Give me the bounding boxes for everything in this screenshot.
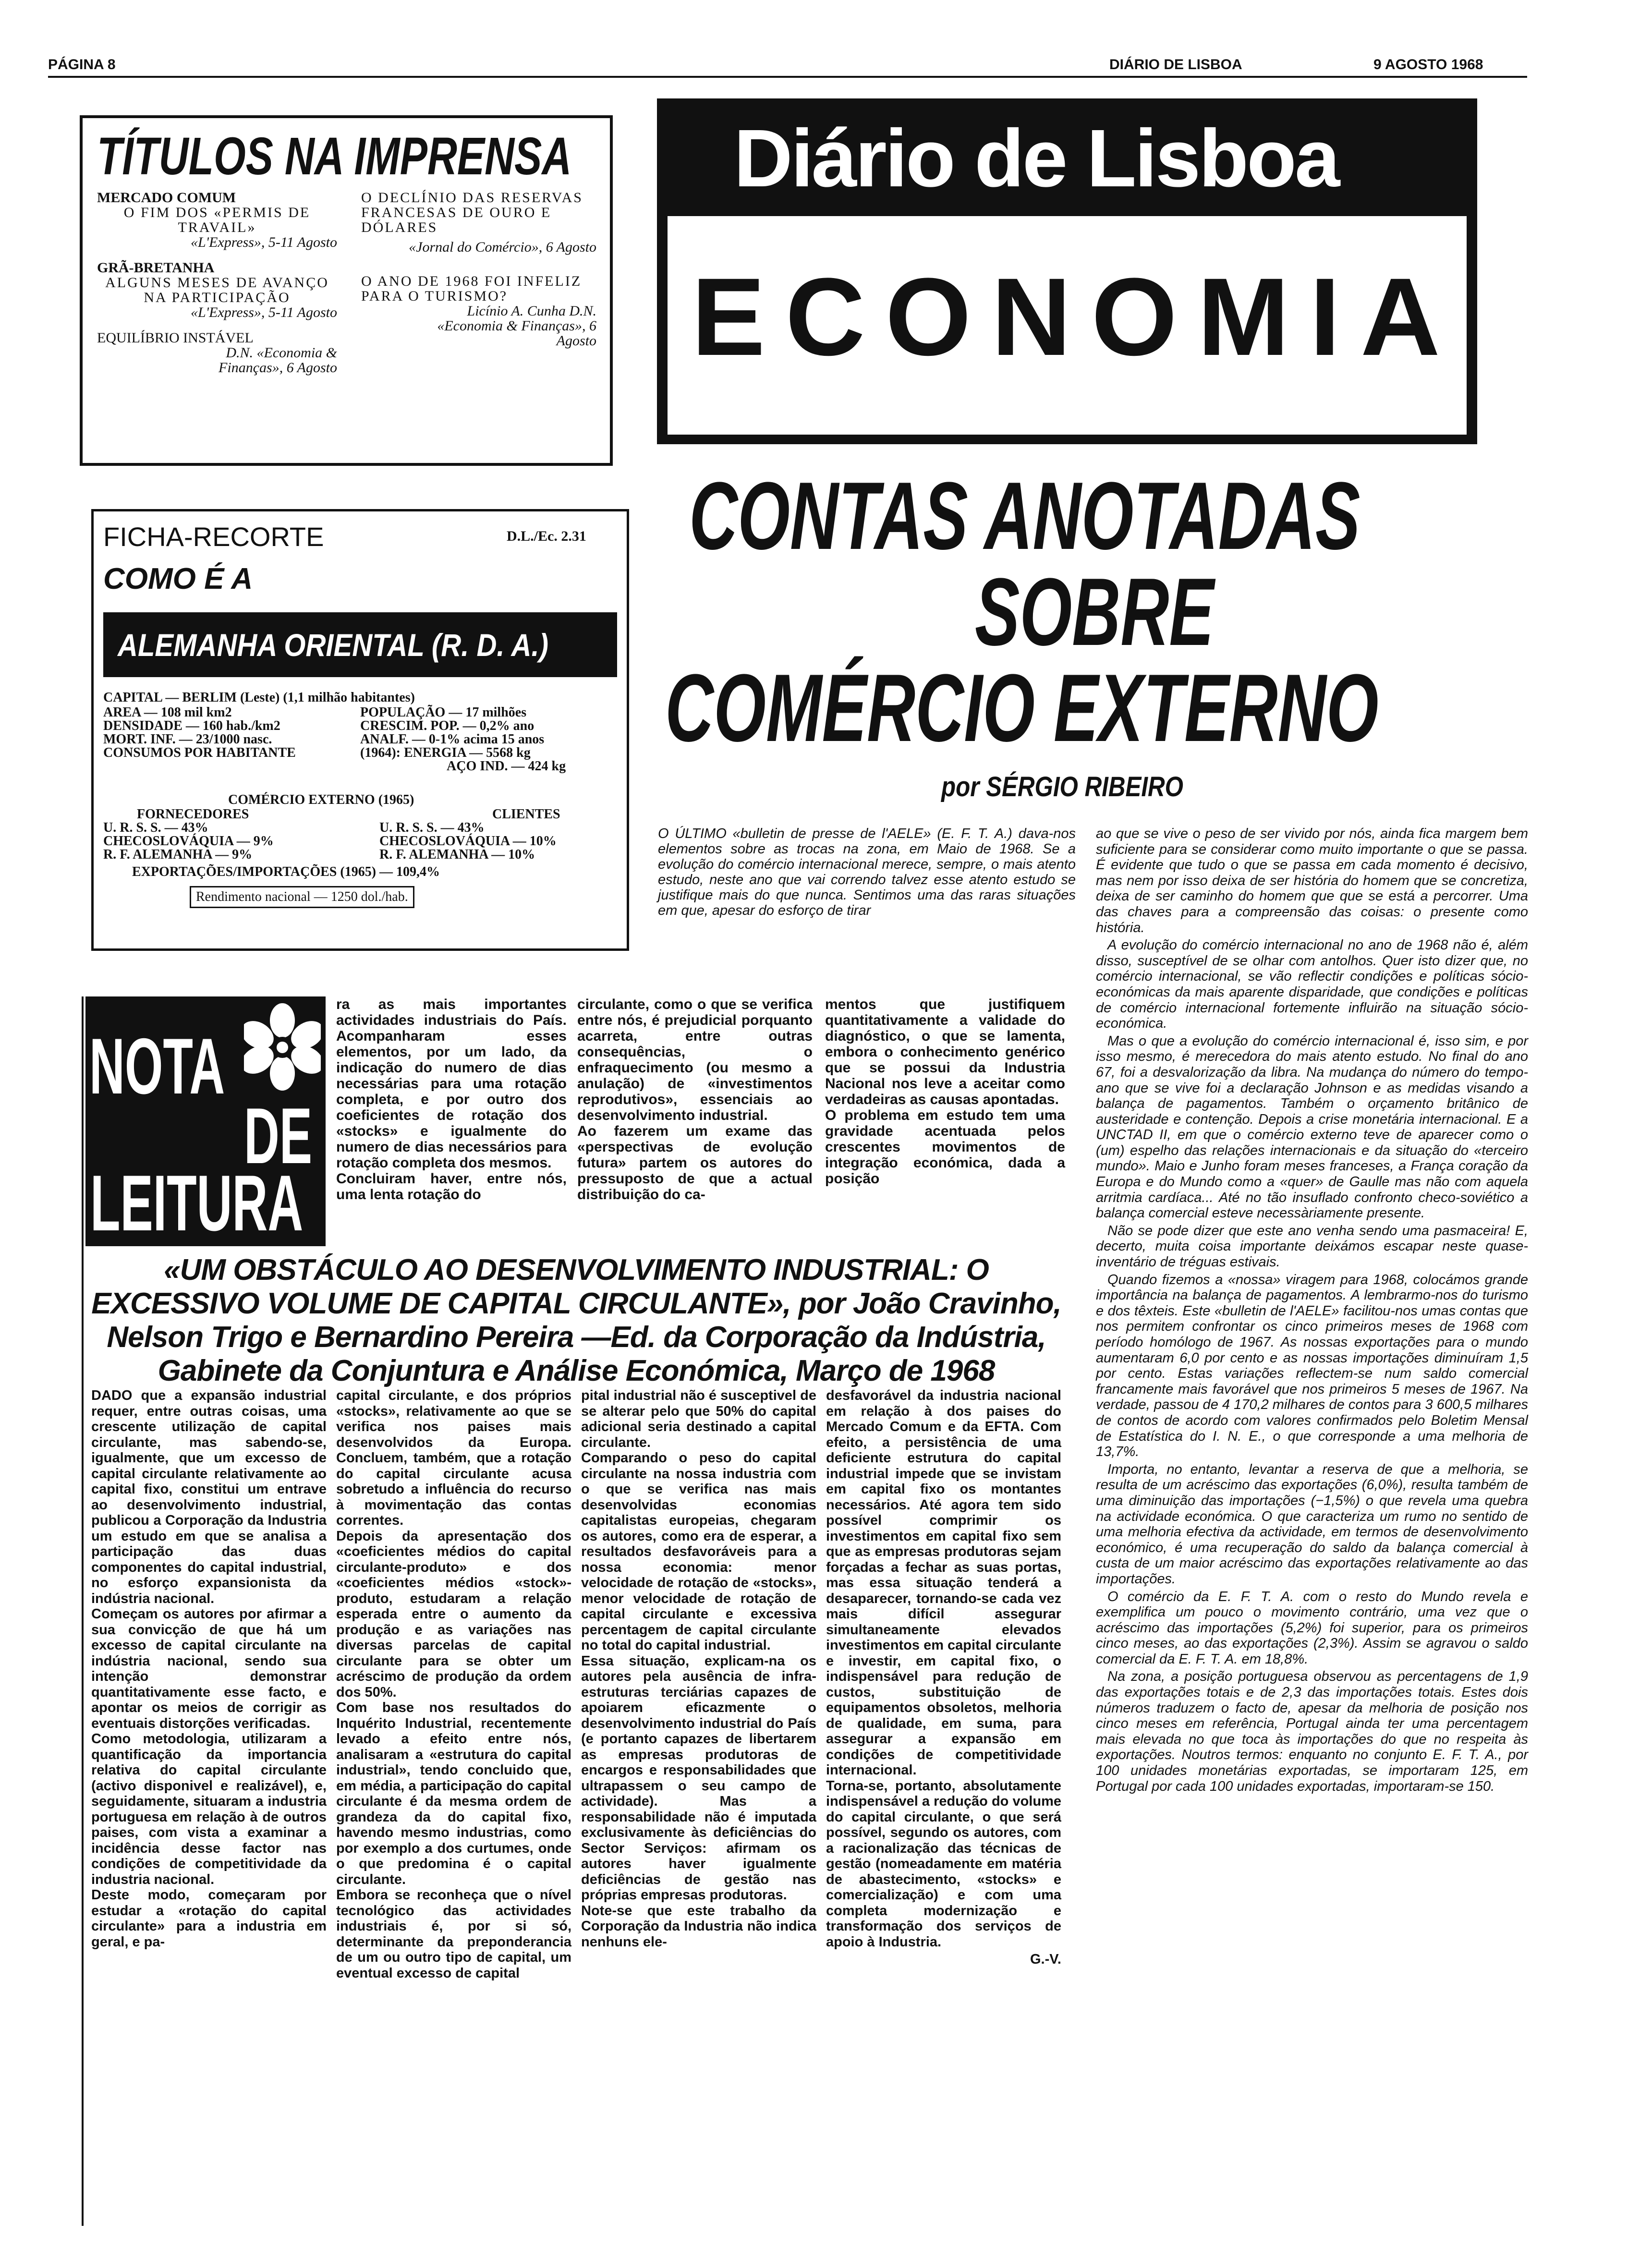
titulos-item-1: MERCADO COMUM O FIM DOS «PERMIS DE TRAVAIL» «L'Express», 5-11 Agosto <box>97 190 337 250</box>
titulos-right <box>361 190 596 348</box>
masthead <box>657 98 1477 444</box>
titulos-item-3: EQUILÍBRIO INSTÁVEL D.N. «Economia & Finanças», 6 Agosto <box>97 330 337 376</box>
page-number: PÁGINA 8 <box>48 57 116 73</box>
ficha-comercio: COMÉRCIO EXTERNO (1965) <box>228 792 414 807</box>
contas-headline-2: SOBRE <box>975 559 1214 666</box>
nota-text-leitura: LEITURA <box>90 1159 304 1246</box>
masthead-title: Diário de Lisboa <box>734 113 1338 204</box>
nota-top-col-2: circulante, como o que se verifica entre nós, é prejudicial porquanto acarreta, entre outras consequências, o enfraquecimento (ou mesmo a anulação) de «investimentos reprodutivos», essenciais ao desenvolvimento industrial. Ao fazerem um exame das «perspectivas de evolução futura» partem os autores do pressuposto de que a actual distribuição do ca- <box>577 996 813 1202</box>
nota-text-de: DE <box>244 1092 313 1180</box>
nota-text-nota: NOTA <box>89 1022 225 1110</box>
titulos-item-2: GRÃ-BRETANHA ALGUNS MESES DE AVANÇO NA PARTICIPAÇÃO «L'Express», 5-11 Agosto <box>97 260 337 320</box>
economia-panel <box>668 216 1467 435</box>
ficha-clientes: CLIENTES <box>492 807 560 822</box>
ficha-box <box>91 509 629 951</box>
nota-signature: G.-V. <box>1030 1952 1061 1967</box>
ficha-trade: U. R. S. S. — 43% U. R. S. S. — 43% CHECOSLOVÁQUIA — 9% CHECOSLOVÁQUIA — 10% R. F. ALEMANHA — 9% R. F. ALEMANHA — 10% <box>103 820 557 862</box>
paper-name: DIÁRIO DE LISBOA <box>1109 57 1242 73</box>
ficha-rendimento: Rendimento nacional — 1250 dol./hab. <box>190 886 414 908</box>
contas-headline-1: CONTAS ANOTADAS <box>689 462 1360 570</box>
contas-col-1: O ÚLTIMO «bulletin de presse de l'AELE» (E. F. T. A.) dava-nos elementos sobre as trocas na zona, em Maio de 1968. Se a evolução do comércio internacional merece, sempre, o mais atento estudo, neste ano que vai correndo talvez esse atento estudo se justifique mais do que nunca. Sentimos uma das raras situações em que, apesar do esforço de tirar <box>658 826 1076 918</box>
titulos-heading: TÍTULOS NA IMPRENSA <box>97 127 572 186</box>
nota-book-title: «UM OBSTÁCULO AO DESENVOLVIMENTO INDUSTRIAL: O EXCESSIVO VOLUME DE CAPITAL CIRCULANTE», por João Cravinho, Nelson Trigo e Bernardino Pereira —Ed. da Corporação da Indústria, Gabinete da Conjuntura e Análise Económica, Março de 1968 <box>91 1253 1061 1387</box>
ficha-como: COMO É A <box>103 562 253 595</box>
ficha-country-banner <box>103 612 617 677</box>
economia-title: ECONOMIA <box>692 255 1460 378</box>
titulos-item-4: O DECLÍNIO DAS RESERVAS FRANCESAS DE OURO E DÓLARES «Jornal do Comércio», 6 Agosto <box>361 190 596 255</box>
nota-col-3: pital industrial não é susceptivel de se alterar pelo que 50% do capital adicional seria destinado a capital circulante. Comparando o peso do capital circulante na nossa industria com o que se verifica nas mais desenvolvidas economias capitalistas europeias, chegaram os autores, como era de esperar, a resultados desfavoráveis para a nossa economia: menor velocidade de rotação de «stocks», menor velocidade de rotação de capital circulante e excessiva percentagem de capital circulante no total do capital industrial. Essa situação, explicam-na os autores pela ausência de infra-estruturas terciárias capazes de apoiarem eficazmente o desenvolvimento industrial do País (e portanto capazes de libertarem as empresas produtoras de encargos e responsabilidades que ultrapassem o seu campo de actividade). Mas a responsabilidade não é imputada exclusivamente às deficiências do Sector Serviços: afirmam os autores haver igualmente deficiências de gestão nas próprias empresas produtoras. Note-se que este trabalho da Corporação da Industria não indica nenhuns ele- <box>581 1388 816 1950</box>
issue-date: 9 AGOSTO 1968 <box>1373 57 1483 73</box>
contas-byline: por SÉRGIO RIBEIRO <box>941 771 1184 802</box>
ficha-expimp: EXPORTAÇÕES/IMPORTAÇÕES (1965) — 109,4% <box>132 864 440 879</box>
nota-top-col-3: mentos que justifiquem quantitativamente a validade do diagnóstico, o que se lamenta, embora o conhecimento genérico que se possui da Industria Nacional nos leve a aceitar como verdadeiras as causas apontadas. O problema em estudo tem uma gravidade acentuada pelos crescentes movimentos de integração económica, dada a posição <box>825 996 1065 1187</box>
nota-rule-left <box>82 996 84 2226</box>
ficha-label: FICHA-RECORTE <box>103 522 324 552</box>
contas-headline-3: COMÉRCIO EXTERNO <box>665 655 1379 762</box>
nota-logo <box>85 996 326 1246</box>
nota-col-4: desfavorável da industria nacional em relação à dos paises do Mercado Comum e da EFTA. Com efeito, a persistência de uma deficiente estrutura do capital industrial impede que se invistam em capital fixo os montantes necessários. Até agora tem sido possível comprimir os investimentos em capital fixo sem que as empresas produtoras sejam forçadas a fechar as suas portas, mas essa situação tenderá a desaparecer, tornando-se cada vez mais difícil assegurar simultaneamente elevados investimentos em capital circulante e investir, em capital fixo, o indispensável para redução de custos, substituição de equipamentos obsoletos, melhoria de qualidade, em suma, para assegurar a expansão em condições de competitividade internacional. Torna-se, portanto, absolutamente indispensável a redução do volume do capital circulante, o que será possível, segundo os autores, com a racionalização das técnicas de gestão (nomeadamente em matéria de abastecimento, «stocks» e comercialização) e com uma completa modernização e transformação dos serviços de apoio à Industria. G.-V. <box>826 1388 1061 1967</box>
ficha-fornecedores: FORNECEDORES <box>137 807 249 822</box>
titulos-box <box>80 115 613 466</box>
header-rule <box>48 76 1527 78</box>
flower-icon <box>244 1001 321 1093</box>
nota-col-2: capital circulante, e dos próprios «stocks», relativamente ao que se verifica nos paises mais desenvolvidos da Europa. Concluem, também, que a rotação do capital circulante acusa sobretudo a influência do recurso à movimentação das contas correntes. Depois da apresentação dos «coeficientes médios do capital circulante-produto» e dos «coeficientes médios «stock»-produto, estudaram a relação esperada entre o aumento da produção e as variações nas diversas parcelas de capital circulante para se obter um acréscimo de produção da ordem dos 50%. Com base nos resultados do Inquérito Industrial, recentemente levado a efeito entre nós, analisaram a «estrutura do capital industrial», tendo concluido que, em média, a participação do capital circulante é da mesma ordem de grandeza da do capital fixo, havendo mesmo industrias, como por exemplo a dos curtumes, onde o que predomina é o capital circulante. Embora se reconheça que o nível tecnológico das actividades industriais é, por si só, determinante da preponderancia de um ou outro tipo de capital, um eventual excesso de capital <box>336 1388 571 1981</box>
titulos-left <box>97 190 337 375</box>
titulos-item-5: O ANO DE 1968 FOI INFELIZ PARA O TURISMO? Licínio A. Cunha D.N. «Economia & Finanças», 6 Agosto <box>361 273 596 349</box>
nota-col-1: DADO que a expansão industrial requer, entre outras coisas, uma crescente utilização de capital circulante, mas sabendo-se, igualmente, que um excesso de capital circulante relativamente ao capital fixo, constitui um entrave ao desenvolvimento industrial, publicou a Corporação da Industria um estudo em que se analisa a participação das duas componentes do capital industrial, no esforço expansionista da indústria nacional. Começam os autores por afirmar a sua convicção de que há um excesso de capital circulante na indústria nacional, sendo sua intenção demonstrar quantitativamente esse facto, e apontar os meios de corrigir as eventuais distorções verificadas. Como metodologia, utilizaram a quantificação da importancia relativa do capital circulante (activo disponivel e realizável), e, seguidamente, situaram a industria portuguesa em relação à de outros paises, com vista a examinar a incidência desse factor nas condições de competitividade da industria nacional. Deste modo, começaram por estudar a «rotação do capital circulante» para a industria em geral, e pa- <box>91 1388 327 1950</box>
ficha-stats: AREA — 108 mil km2 POPULAÇÃO — 17 milhões DENSIDADE — 160 hab./km2 CRESCIM. POP. — 0,2% ano MORT. INF. — 23/1000 nasc. ANALF. — 0-1% acima 15 anos CONSUMOS POR HABITANTE (1964): ENERGIA — 5568 kg AÇO IND. — 424 kg <box>103 705 566 774</box>
nota-top-col-1: ra as mais importantes actividades industriais do País. Acompanharam esses elementos, por um lado, da indicação do numero de dias necessárias para uma rotação completa, e por outro dos coeficientes de rotação dos «stocks» e igualmente do numero de dias necessários para rotação completa dos mesmos. Concluiram haver, entre nós, uma lenta rotação do <box>336 996 567 1202</box>
ficha-capital: CAPITAL — BERLIM (Leste) (1,1 milhão habitantes) <box>103 690 415 705</box>
ficha-country: ALEMANHA ORIENTAL (R. D. A.) <box>118 627 548 663</box>
contas-col-2: ao que se vive o peso de ser vivido por nós, ainda fica margem bem suficiente para se considerar como muito importante o que se passa. É evidente que tudo o que se passa em cada momento é decisivo, mas nem por isso deixa de ser história do homem que se concretiza, deixa de ser caminho do homem que que se está a percorrer. Uma das chaves para a compreensão das coisas: o presente como história. A evolução do comércio internacional no ano de 1968 não é, além disso, susceptível de se olhar com antolhos. Quer isto dizer que, no comércio internacional, se vão reflectir condições e políticas sócio-económicas da mais aparente disparidade, que condições e políticas de comércio internacional fortemente influirão na situação sócio-económica. Mas o que a evolução do comércio internacional é, isso sim, e por isso mesmo, é merecedora do mais atento estudo. No final do ano 67, foi a desvalorização da libra. Na mudança do número do tempo-ano que se vive foi a declaração Johnson e as medidas visando a balança de pagamentos. Também o orçamento britânico de austeridade e contenção. Depois a crise monetária internacional. E a UNCTAD II, em que o comércio externo teve de aparecer como o (um) espelho das relações internacionais e da situação do «terceiro mundo». Maio e Junho foram meses franceses, a França coração da Europa e do Mundo como a «quer» de Gaulle mas não com aquela arritmia cardíaca... Até no tão insuflado confronto checo-soviético a balança comercial esteve necessàriamente presente. Não se pode dizer que este ano venha sendo uma pasmaceira! E, decerto, muita coisa importante deixámos escapar neste quase-inventário de tréguas estivais. Quando fizemos a «nossa» viragem para 1968, colocámos grande importância na balança de pagamentos. A lembrarmo-nos do turismo e dos têxteis. Este «bulletin de l'AELE» facilitou-nos umas contas que nos permitem confrontar os cinco primeiros meses de 1968 com período homólogo de 1967. As nossas exportações para o mundo aumentaram 6,0 por cento e as nossas importações diminuíram 1,5 por cento. Estas variações reflectem-se num saldo comercial francamente mais favorável que nos primeiros 5 meses de 1967. Na verdade, passou de 4 170,2 milhares de contos para 3 600,5 milhares de contos de acordo com valores confirmados pelo Boletim Mensal de Estatística do I. N. E., o que corresponde a uma melhoria de 13,7%. Importa, no entanto, levantar a reserva de que a melhoria, se resulta de um acréscimo das exportações (6,0%), resulta também de uma diminuição das importações (−1,5%) o que revela uma quebra na actividade económica. O que caracteriza um rumo no sentido de uma melhoria efectiva da actividade, em termos de desenvolvimento económico, é uma recuperação do saldo da balança comercial à custa de um maior acréscimo das exportações relativamente ao das importações. O comércio da E. F. T. A. com o resto do Mundo revela e exemplifica um pouco o movimento contrário, uma vez que o acréscimo das importações (5,2%) foi superior, para os primeiros cinco meses, ao das exportações (2,3%). Assim se agravou o saldo comercial da E. F. T. A. em 18,8%. Na zona, a posição portuguesa observou as percentagens de 1,9 das exportações totais e de 2,3 das importações totais. Estes dois números traduzem o facto de, apesar da melhoria de posição nos cinco meses em referência, Portugal ainda ter uma percentagem mais elevada no que toca às importações do que no respeita às exportações. Noutros termos: enquanto no conjunto E. F. T. A., por 100 unidades monetárias exportadas, se importaram 125, em Portugal por cada 100 unidades exportadas, importaram-se 150. <box>1096 826 1528 1794</box>
ficha-code: D.L./Ec. 2.31 <box>507 528 586 544</box>
